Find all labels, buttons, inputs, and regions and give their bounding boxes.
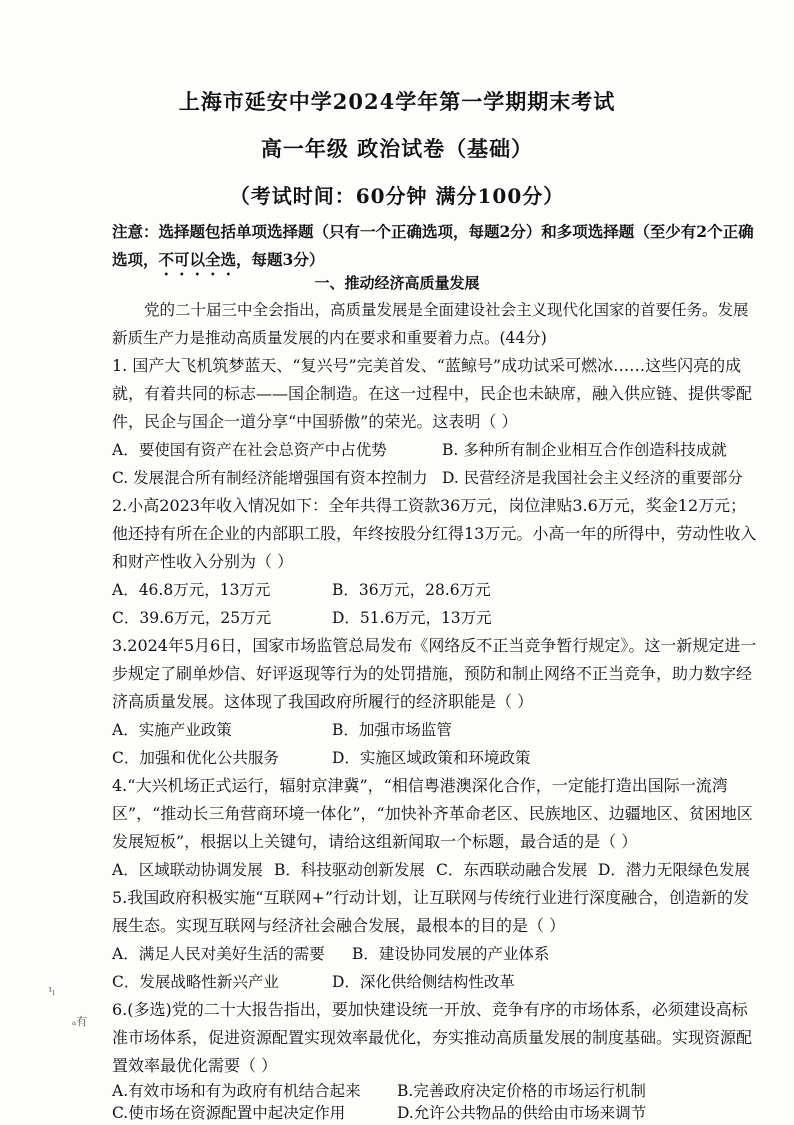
option-a: A．实施产业政策 xyxy=(112,721,232,739)
question-6-options xyxy=(112,1080,762,1124)
option-d: D. 民营经济是我国社会主义经济的重要部分 xyxy=(442,469,743,487)
option-b: B. 多种所有制企业相互合作创造科技成就 xyxy=(442,441,727,459)
question-4-options xyxy=(112,856,762,884)
option-b: B．科技驱动创新发展 xyxy=(274,861,425,879)
question-2-options xyxy=(112,576,762,632)
section-intro: 党的二十届三中全会指出，高质量发展是全面建设社会主义现代化国家的首要任务。发展新质生产力是推动高质量发展的内在要求和重要着力点。(44分) xyxy=(112,301,749,347)
option-c: C．东西联动融合发展 xyxy=(436,861,588,879)
option-d: D.允许公共物品的供给由市场来调节 xyxy=(397,1104,647,1122)
exam-subtitle: 高一年级 政治试卷（基础） xyxy=(260,136,534,161)
option-c: C．发展战略性新兴产业 xyxy=(112,973,279,991)
question-3-options xyxy=(112,716,762,772)
instructions-prefix: 注意：选择题包括单项选择题（只有一个正确选项，每题2分）和多项选择题（至少有2个正确选项， xyxy=(112,222,754,269)
option-a: A.有效市场和有为政府有机结合起来 xyxy=(112,1082,361,1100)
option-c: C．加强和优化公共服务 xyxy=(112,749,279,767)
question-2-stem: 2.小高2023年收入情况如下：全年共得工资款36万元，岗位津贴3.6万元，奖金12万元；他还持有所在企业的内部职工股，年终按股分红得13万元。小高一年的所得中，劳动性收入和财产性收入分别为（ ） xyxy=(112,496,757,571)
option-c: C．39.6万元，25万元 xyxy=(112,609,272,627)
option-d: D．51.6万元，13万元 xyxy=(332,609,492,627)
exam-time: （考试时间：60分钟 满分100分） xyxy=(229,184,565,208)
margin-mark: ₐ有 xyxy=(72,1015,88,1028)
option-b: B．建设协同发展的产业体系 xyxy=(352,945,550,963)
option-d: D．潜力无限绿色发展 xyxy=(598,861,750,879)
option-d: D．实施区域政策和环境政策 xyxy=(332,749,531,767)
instructions-emphasis: 不可以全选 xyxy=(158,250,237,269)
question-3-stem: 3.2024年5月6日，国家市场监管总局发布《网络反不正当竞争暂行规定》。这一新规定进一步规定了刷单炒信、好评返现等行为的处罚措施，预防和制止网络不正当竞争，助力数字经济高质量发展。这体现了我国政府所履行的经济职能是（ ） xyxy=(112,636,757,711)
question-6-stem: 6.(多选)党的二十大报告指出，要加快建设统一开放、竞争有序的市场体系，必须建设高标准市场体系，促进资源配置实现效率最优化，夯实推动高质量发展的制度基础。实现资源配置效率最优化需要（ ） xyxy=(112,1000,753,1075)
section-title: 一、推动经济高质量发展 xyxy=(314,274,480,292)
option-b: B.完善政府决定价格的市场运行机制 xyxy=(397,1082,646,1100)
option-a: A．46.8万元，13万元 xyxy=(112,581,271,599)
instructions-suffix: ，每题3分） xyxy=(236,250,325,269)
margin-mark: ¹ₗ xyxy=(48,985,56,998)
exam-instructions xyxy=(112,218,762,279)
option-a: A．要使国有资产在社会总资产中占优势 xyxy=(112,441,387,459)
question-5-options xyxy=(112,940,762,996)
question-1-options xyxy=(112,436,762,492)
option-b: B．36万元，28.6万元 xyxy=(332,581,491,599)
option-a: A．满足人民对美好生活的需要 xyxy=(112,945,325,963)
option-c: C. 发展混合所有制经济能增强国有资本控制力 xyxy=(112,469,428,487)
option-d: D．深化供给侧结构性改革 xyxy=(332,973,515,991)
question-1-stem: 1. 国产大飞机筑梦蓝天、“复兴号”完美首发、“蓝鲸号”成功试采可燃冰……这些闪亮的成就，有着共同的标志——国企制造。在这一过程中，民企也未缺席，融入供应链、提供零配件，民企与国企一道分享“中国骄傲”的荣光。这表明（ ） xyxy=(112,356,753,431)
exam-title: 上海市延安中学2024学年第一学期期末考试 xyxy=(178,89,616,114)
option-a: A．区域联动协调发展 xyxy=(112,861,263,879)
option-b: B．加强市场监管 xyxy=(332,721,452,739)
question-5-stem: 5.我国政府积极实施“互联网+”行动计划，让互联网与传统行业进行深度融合，创造新的发展生态。实现互联网与经济社会融合发展，最根本的目的是（ ） xyxy=(112,888,750,935)
option-c: C.使市场在资源配置中起决定作用 xyxy=(112,1104,346,1122)
question-4-stem: 4.“大兴机场正式运行，辐射京津冀”，“相信粤港澳深化合作，一定能打造出国际一流湾区”，“推动长三角营商环境一体化”，“加快补齐革命老区、民族地区、边疆地区、贫困地区发展短板”，根据以上关键句，请给这组新闻取一个标题，最合适的是（ ） xyxy=(112,776,753,851)
